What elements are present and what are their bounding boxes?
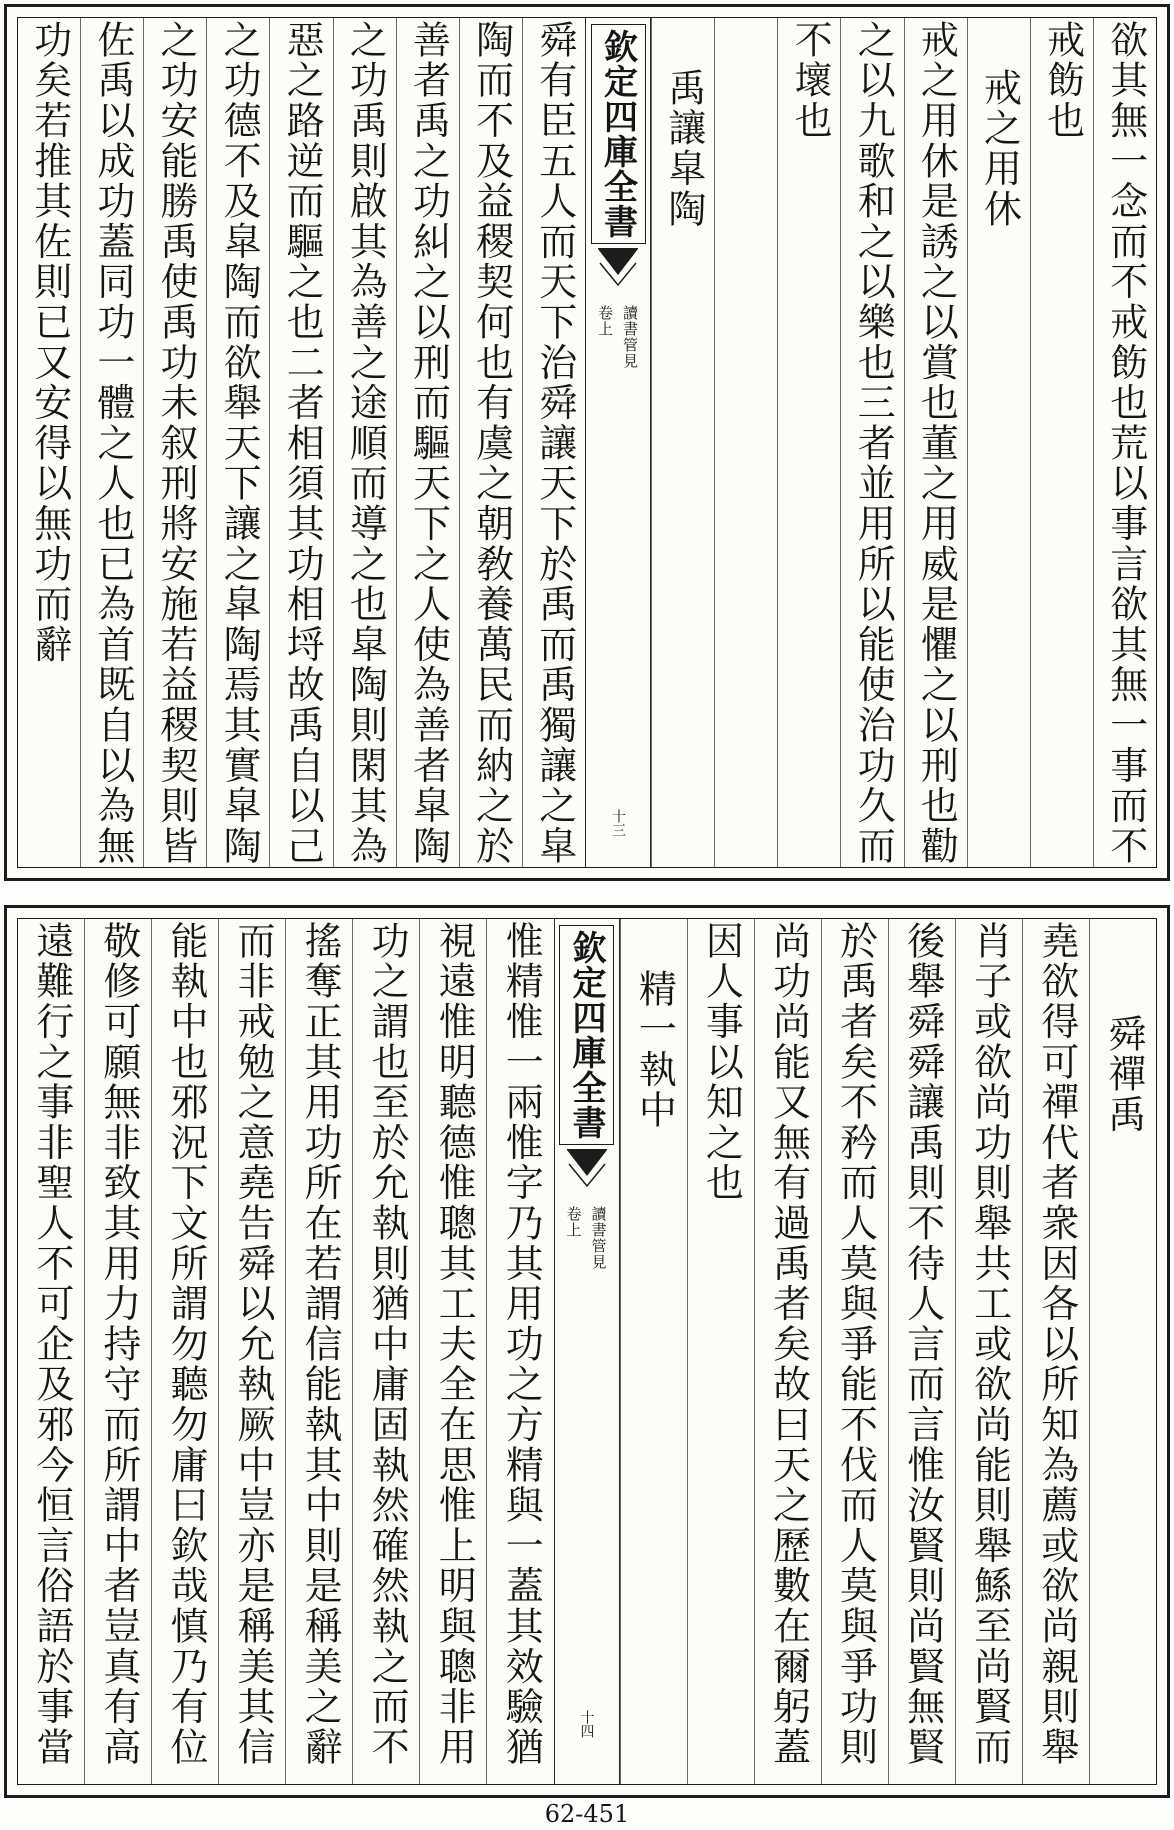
section-heading: 精一執中	[632, 969, 677, 1131]
column-text: 堯欲得可禪代者衆因各以所知為薦或欲尚親則舉	[1034, 921, 1079, 1768]
column-text: 戒飭也	[1040, 20, 1085, 141]
book-title: 欽定四庫全書	[591, 24, 646, 244]
column-text: 不壞也	[788, 20, 833, 141]
column-text: 因人事以知之也	[699, 921, 744, 1204]
text-column	[955, 919, 1022, 1784]
text-column	[333, 18, 396, 867]
column-text: 惟精惟一兩惟字乃其用功之方精與一蓋其效驗猶	[499, 921, 544, 1768]
column-text: 舜有臣五人而天下治舜讓天下於禹而禹獨讓之皐	[532, 20, 577, 867]
text-column	[285, 919, 352, 1784]
fishtail-mark	[598, 248, 638, 291]
section-heading: 禹讓皐陶	[661, 68, 706, 230]
bottom-page-frame	[17, 918, 1157, 1785]
text-column	[1093, 18, 1156, 867]
text-column	[840, 18, 903, 867]
text-column	[84, 919, 151, 1784]
column-text: 功之謂也至於允執則猶中庸固執然確然執之而不	[365, 921, 410, 1768]
column-text: 陶而不及益稷契何也有虞之朝敎養萬民而納之於	[469, 20, 514, 867]
volume-label: 卷上	[596, 305, 614, 337]
volume-label: 卷上	[564, 1206, 583, 1238]
text-column	[904, 18, 967, 867]
text-column	[218, 919, 285, 1784]
column-text: 後舉舜舜讓禹則不待人言而言惟汝賢則尚賢無賢	[900, 921, 945, 1768]
column-text: 善者禹之功糾之以刑而驅天下之人使為善者皐陶	[406, 20, 451, 867]
text-column	[206, 18, 269, 867]
text-column	[651, 18, 714, 867]
section-heading: 舜禪禹	[1101, 1014, 1146, 1135]
text-column	[80, 18, 143, 867]
section-heading: 戒之用休	[977, 68, 1022, 230]
text-column	[1022, 919, 1089, 1784]
text-column	[486, 919, 553, 1784]
text-column	[777, 18, 840, 867]
column-text: 功矣若推其佐則已又安得以無功而辭	[27, 20, 72, 665]
fishtail-mark	[567, 1149, 607, 1192]
leaf-number: 十三	[610, 809, 626, 837]
book-info	[564, 1206, 610, 1270]
bottom-page	[4, 905, 1170, 1798]
column-text: 佐禹以成功蓋同功一體之人也已為首既自以為無	[90, 20, 135, 867]
text-column	[687, 919, 754, 1784]
text-column	[821, 919, 888, 1784]
text-column	[754, 919, 821, 1784]
book-info	[595, 305, 641, 369]
text-column	[18, 919, 84, 1784]
text-column	[143, 18, 206, 867]
column-text: 欲其無一念而不戒飭也荒以事言欲其無一事而不	[1103, 20, 1148, 867]
column-text: 之功安能勝禹使禹功未叙刑將安施若益稷契則皆	[153, 20, 198, 867]
text-column	[18, 18, 80, 867]
text-column	[396, 18, 459, 867]
column-text: 而非戒勉之意堯告舜以允執厥中豈亦是稱美其信	[231, 921, 276, 1768]
centre-fold	[585, 18, 651, 867]
text-column	[459, 18, 522, 867]
text-column	[620, 919, 687, 1784]
text-column	[967, 18, 1030, 867]
column-text: 之以九歌和之以樂也三者並用所以能使治功久而	[851, 20, 896, 867]
column-text: 視遠惟明聽德惟聰其工夫全在思惟上明與聰非用	[432, 921, 477, 1768]
column-text: 敬修可願無非致其用力持守而所謂中者豈真有高	[96, 921, 141, 1768]
book-name: 讀書管見	[621, 305, 639, 369]
column-text: 搖奪正其用功所在若謂信能執其中則是稱美之辭	[298, 921, 343, 1768]
top-page-frame	[17, 17, 1157, 868]
text-column	[714, 18, 777, 867]
centre-fold	[554, 919, 620, 1784]
book-title: 欽定四庫全書	[559, 925, 614, 1145]
text-column	[269, 18, 332, 867]
text-column	[522, 18, 585, 867]
column-text: 之功禹則啟其為善之途順而導之也皐陶則閑其為	[343, 20, 388, 867]
page-number: 62-451	[544, 1800, 630, 1828]
text-column	[888, 919, 955, 1784]
column-text: 尚功尚能又無有過禹者矣故曰天之歷數在爾躬蓋	[766, 921, 811, 1768]
book-name: 讀書管見	[589, 1206, 608, 1270]
text-column	[352, 919, 419, 1784]
column-text: 能執中也邪況下文所謂勿聽勿庸曰欽哉慎乃有位	[163, 921, 208, 1768]
column-text: 遠難行之事非聖人不可企及邪今恒言俗語於事當	[29, 921, 74, 1768]
text-column	[419, 919, 486, 1784]
top-page	[4, 4, 1170, 881]
column-text: 之功德不及皐陶而欲舉天下讓之皐陶焉其實皐陶	[217, 20, 262, 867]
leaf-number: 十四	[578, 1710, 595, 1738]
column-text: 於禹者矣不矜而人莫與爭能不伐而人莫與爭功則	[833, 921, 878, 1768]
column-text: 戒之用休是誘之以賞也董之用威是懼之以刑也勸	[914, 20, 959, 867]
text-column	[151, 919, 218, 1784]
column-text: 肖子或欲尚功則舉共工或欲尚能則舉鯀至尚賢而	[967, 921, 1012, 1768]
column-text: 惡之路逆而驅之也二者相須其功相埒故禹自以己	[280, 20, 325, 867]
text-column	[1030, 18, 1093, 867]
text-column	[1089, 919, 1156, 1784]
